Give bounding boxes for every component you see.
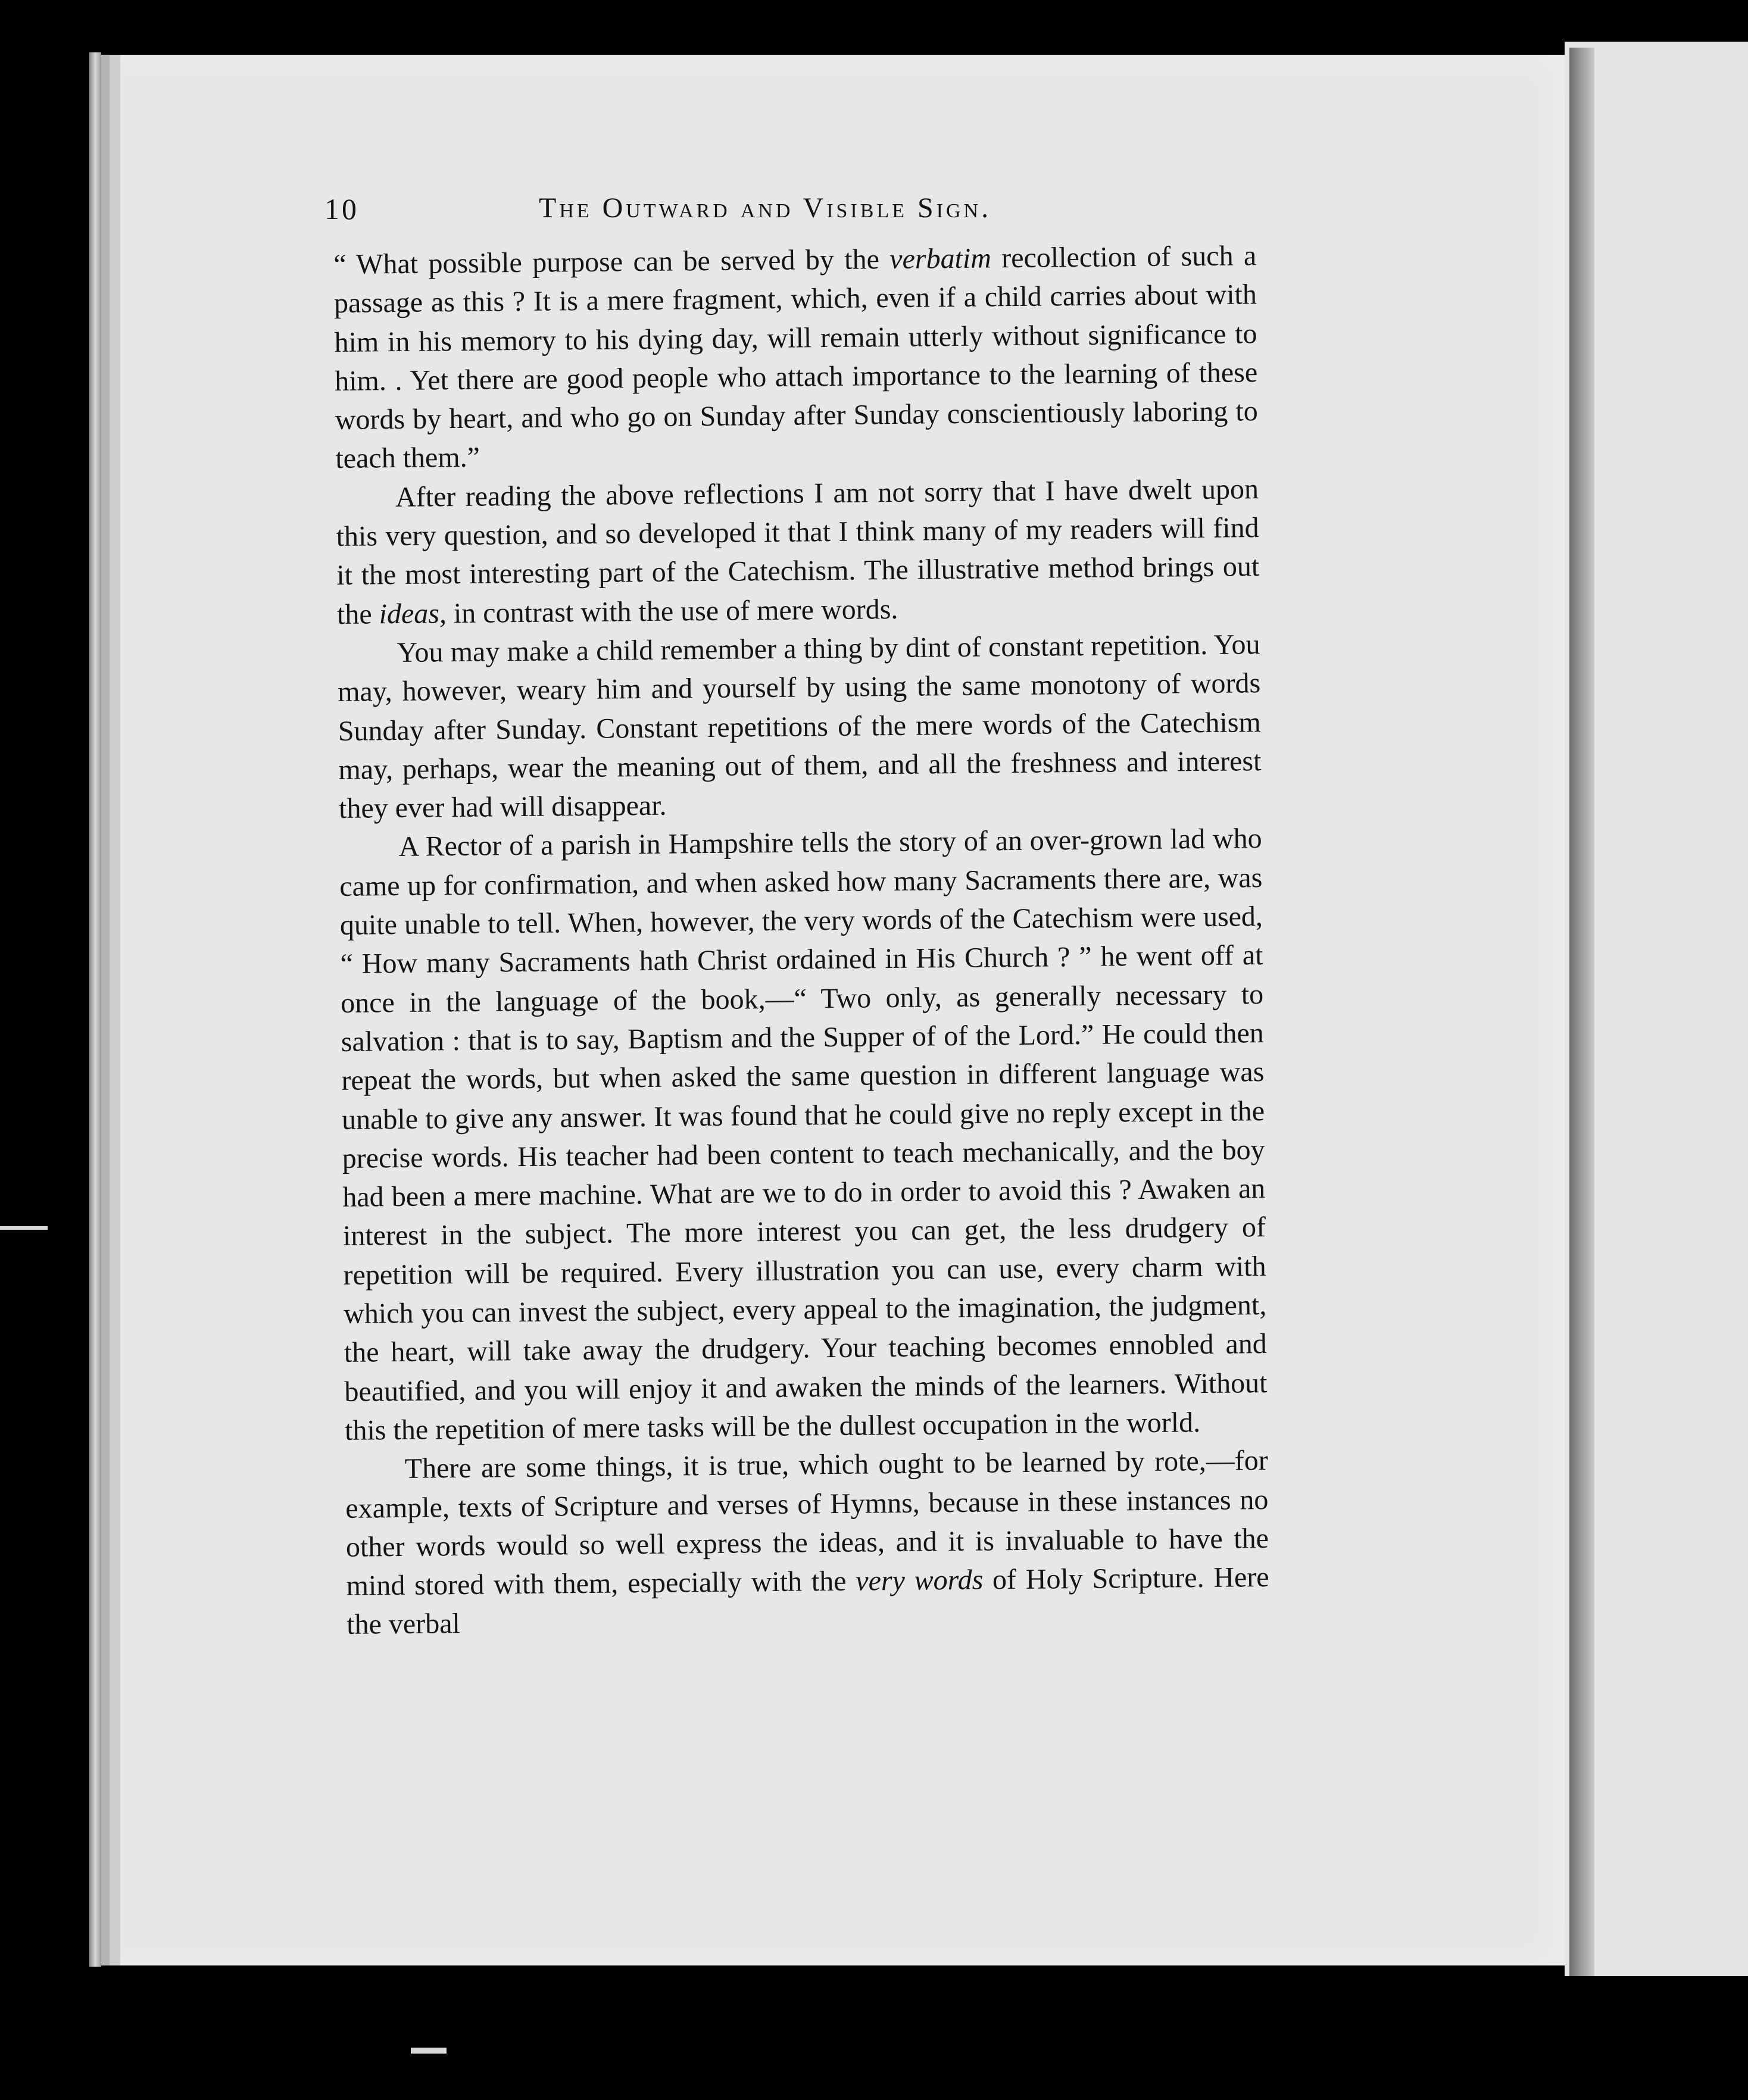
body-text (333, 236, 1269, 1644)
paragraph: You may make a child remember a thing by dint of constant repetition. You may, however, weary him and yourself by using the same monotony of words Sunday after Sunday. Constant repetitions of the mere words of the Catechism may, perhaps, wear the meaning out of them, and all the freshness and interest they ever had will disappear. (337, 629, 1262, 825)
paragraph-text: in contrast with the use of mere words. (446, 593, 898, 629)
running-title: The Outward and Visible Sign. (539, 192, 992, 224)
paragraph-quote (333, 236, 1259, 479)
paragraph-text: of Holy Scripture. Here the verbal (346, 1561, 1269, 1641)
paragraph-text: recollection of such a passage as this ? It is a mere fragment, which, even if a child carries about with him in his memory to his dying day, will remain utterly without significance to him. . Yet there are good people who attach importance to the learning of these words by heart, and who go on Sunday after Sunday conscientiously laboring to teach them.” (333, 240, 1259, 475)
running-header (324, 192, 1265, 227)
scan-speck (411, 2048, 447, 2054)
italic-text: ideas, (379, 597, 447, 630)
paragraph-text: “ What possible purpose can be served by the (333, 243, 890, 280)
paragraph (336, 470, 1260, 634)
page-edge-shadow (89, 52, 101, 1967)
scan-speck (0, 1226, 48, 1230)
paragraph-text: After reading the above reflections I am not sorry that I have dwelt upon this very question, and so developed it that I think many of my readers will find it the most interesting part of the Catechism. The illustrative method brings out the (336, 473, 1260, 630)
paragraph-text: There are some things, it is true, which ought to be learned by rote,—for example, texts of Scripture and verses of Hymns, because in these instances no other words would so well express the ideas, and it is invaluable to have the mind stored with them, especially with the (345, 1445, 1269, 1602)
italic-text: very words (856, 1564, 984, 1597)
page-number: 10 (324, 192, 359, 226)
paragraph: A Rector of a parish in Hampshire tells the story of an over-grown lad who came up for confirmation, and when asked how many Sacraments there are, was quite unable to tell. When, however, the very words of the Catechism were used, “ How many Sacraments hath Christ ordained in His Church ? ” he went off at once in the language of the book,—“ Two only, as generally necessary to salvation : that is to say, Baptism and the Supper of of the Lord.” He could then repeat the words, but when asked the same question in different language was unable to give any answer. It was found that he could give no reply except in the precise words. His teacher had been content to teach mechanically, and the boy had been a mere machine. What are we to do in order to avoid this ? Awaken an interest in the subject. The more interest you can get, the less drudgery of repetition will be required. Every illustration you can use, every charm with which you can invest the subject, every appeal to the imagination, the judgment, the heart, will take away the drudgery. Your teaching becomes ennobled and beautified, and you will enjoy it and awaken the minds of the learners. Without this the repetition of mere tasks will be the dullest occupation in the world. (339, 823, 1268, 1446)
facing-page-gutter (1569, 48, 1594, 1976)
paragraph (345, 1441, 1269, 1644)
italic-text: verbatim (889, 242, 992, 276)
